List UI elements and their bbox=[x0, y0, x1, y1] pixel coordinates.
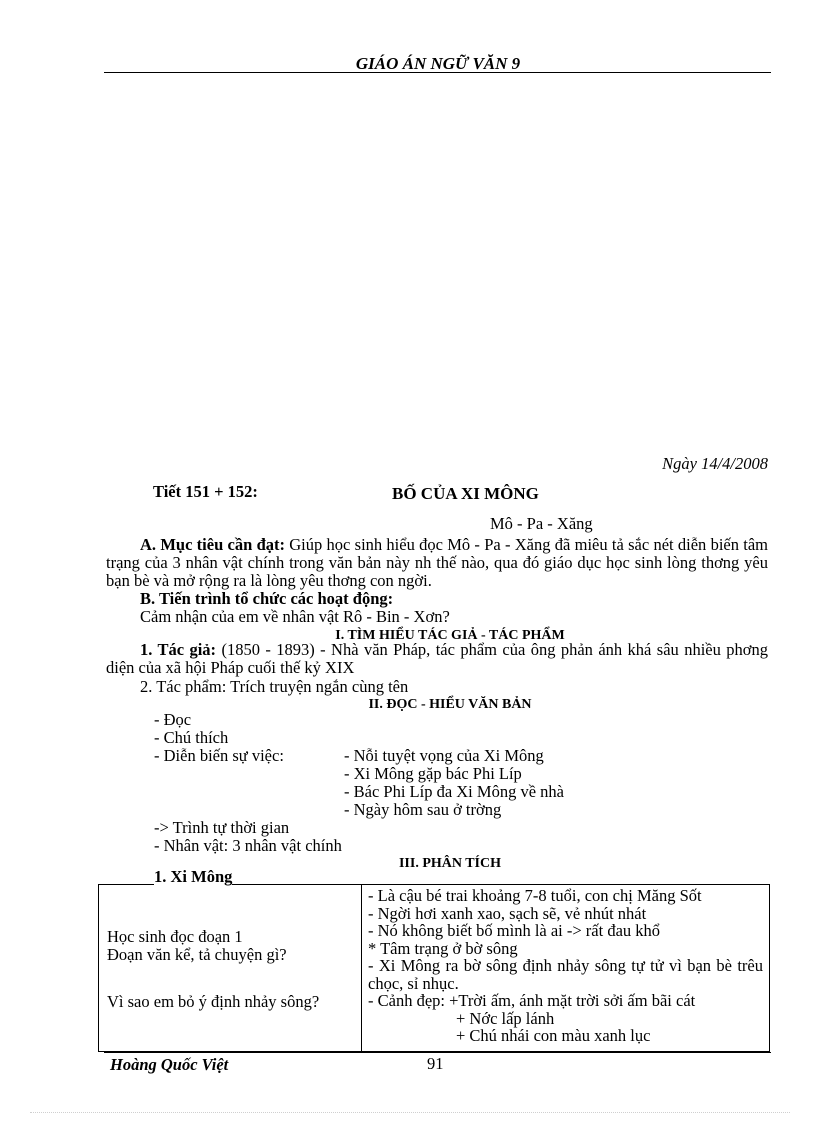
section-a bbox=[106, 536, 768, 590]
answer-line: + Nớc lấp lánh bbox=[456, 1008, 555, 1028]
lesson-title: BỐ CỦA XI MÔNG bbox=[392, 484, 539, 503]
answer-line: - Xi Mông ra bờ sông định nhảy sông tự tử vì bạn bè trêu chọc, sỉ nhục. bbox=[368, 956, 763, 993]
part1-author bbox=[106, 641, 768, 677]
event-item: - Nỗi tuyệt vọng của Xi Mông bbox=[344, 746, 544, 765]
header-title: GIÁO ÁN NGỮ VĂN 9 bbox=[355, 54, 521, 73]
section-a-heading: A. Mục tiêu cần đạt: bbox=[140, 535, 285, 554]
analysis-table bbox=[98, 884, 770, 1052]
question-1: Học sinh đọc đoạn 1 bbox=[107, 927, 243, 946]
header-rule bbox=[104, 72, 771, 73]
answer-line: * Tâm trạng ở bờ sông bbox=[368, 938, 518, 958]
part1-work: 2. Tác phẩm: Trích truyện ngắn cùng tên bbox=[140, 677, 409, 696]
part2-read: - Đọc bbox=[154, 710, 192, 729]
author-text: (1850 - 1893) - Nhà văn Pháp, tác phẩm của ông phản ánh khá sâu nhiều phơng diện của xã hội Pháp cuối thế kỷ XIX bbox=[106, 640, 768, 677]
event-item: - Bác Phi Líp đa Xi Mông về nhà bbox=[344, 782, 564, 801]
event-item: - Ngày hôm sau ở trờng bbox=[344, 800, 502, 819]
teacher-questions-cell bbox=[99, 885, 362, 1052]
part2-heading: II. ĐỌC - HIỂU VĂN BẢN bbox=[368, 697, 532, 712]
answers-cell bbox=[362, 885, 770, 1052]
author-label: 1. Tác giả: bbox=[140, 640, 217, 659]
answer-line: + Chú nhái con màu xanh lục bbox=[456, 1026, 651, 1045]
section-b-question: Cảm nhận của em về nhân vật Rô - Bin - Xơn? bbox=[140, 607, 450, 626]
answer-line: - Cảnh đẹp: +Trời ấm, ánh mặt trời sởi ấm bãi cát bbox=[368, 991, 696, 1010]
lesson-author: Mô - Pa - Xăng bbox=[490, 514, 593, 533]
part2-order: -> Trình tự thời gian bbox=[154, 818, 290, 837]
section-b-heading: B. Tiến trình tổ chức các hoạt động: bbox=[140, 589, 394, 608]
answer-line: - Là cậu bé trai khoảng 7-8 tuổi, con chị Măng Sốt bbox=[368, 886, 702, 905]
part1-heading: I. TÌM HIỂU TÁC GIẢ - TÁC PHẨM bbox=[335, 628, 565, 643]
question-3: Vì sao em bỏ ý định nhảy sông? bbox=[107, 992, 320, 1011]
part2-characters: - Nhân vật: 3 nhân vật chính bbox=[154, 836, 342, 855]
page-edge-rule bbox=[30, 1112, 790, 1113]
part2-events-label: - Diễn biến sự việc: bbox=[154, 746, 284, 765]
event-item: - Xi Mông gặp bác Phi Líp bbox=[344, 764, 522, 783]
question-2: Đoạn văn kể, tả chuyện gì? bbox=[107, 945, 287, 964]
page-number: 91 bbox=[427, 1054, 444, 1073]
lesson-period: Tiết 151 + 152: bbox=[153, 482, 258, 501]
part3-subheading: 1. Xi Mông bbox=[154, 867, 233, 886]
lesson-date: Ngày 14/4/2008 bbox=[662, 454, 768, 473]
part3-heading: III. PHÂN TÍCH bbox=[398, 856, 502, 871]
footer-rule bbox=[104, 1052, 771, 1053]
part2-notes: - Chú thích bbox=[154, 728, 229, 747]
footer-author: Hoàng Quốc Việt bbox=[110, 1055, 229, 1074]
answer-line: - Ngời hơi xanh xao, sạch sẽ, vẻ nhút nhát bbox=[368, 903, 647, 923]
section-a-text: Giúp học sinh hiểu đọc Mô - Pa - Xăng đã miêu tả sắc nét diễn biến tâm trạng của 3 nhân vật chính trong văn bản này nh thế nào, qua đó giáo dục học sinh lòng thơng yêu bạn bè và mở rộng ra là lòng yêu thơng con ngời. bbox=[106, 535, 769, 590]
answer-line: - Nó không biết bố mình là ai -> rất đau khổ bbox=[368, 921, 661, 940]
